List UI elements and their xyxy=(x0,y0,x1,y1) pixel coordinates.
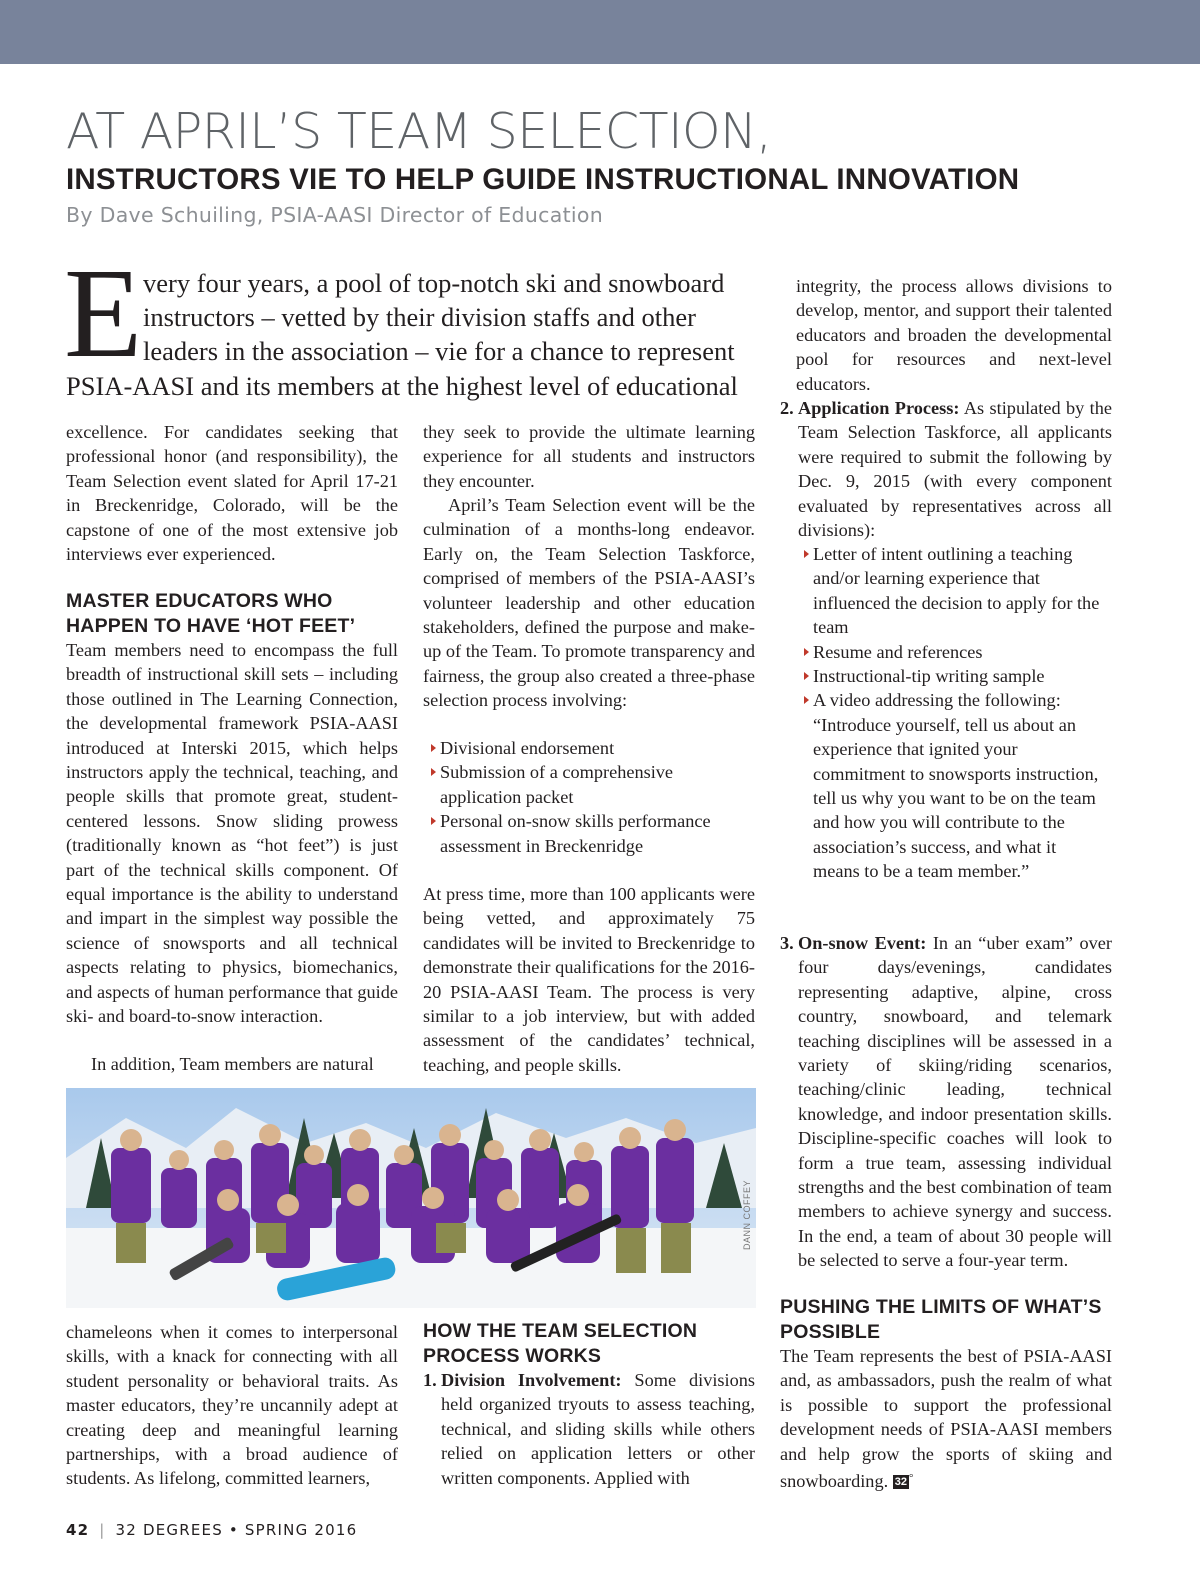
byline: By Dave Schuiling, PSIA-AASI Director of Education xyxy=(66,203,604,227)
drop-cap: E xyxy=(64,242,143,384)
selection-process-list xyxy=(431,736,751,858)
bullet-triangle-icon xyxy=(804,550,809,558)
top-color-bar xyxy=(0,0,1200,64)
photo-credit: DANN COFFEY xyxy=(742,1179,752,1250)
list-item: Resume and references xyxy=(804,640,1104,664)
application-components-list xyxy=(804,542,1104,884)
page-footer xyxy=(66,1521,357,1539)
team-group-photo xyxy=(66,1088,756,1308)
lead-line-4: PSIA-AASI and its members at the highest level of educational xyxy=(66,371,738,401)
list-item: A video addressing the following: “Introduce yourself, tell us about an experience that ignited your commitment to snowsports instruction, tell us why you want to be on the team and how you will contribute to the association’s success, and what it means to be a team member.” xyxy=(804,688,1104,883)
list-item: Personal on-snow skills performance assessment in Breckenridge xyxy=(431,809,751,858)
bullet-triangle-icon xyxy=(804,648,809,656)
page-number: 42 xyxy=(66,1521,90,1539)
headline-line2: INSTRUCTORS VIE TO HELP GUIDE INSTRUCTIONAL INNOVATION xyxy=(66,163,1020,196)
col3-final-paragraph: The Team represents the best of PSIA-AASI and, as ambassadors, push the realm of what is possible to support the professional development needs of PSIA-AASI members and help grow the sports of skiing and snowboarding. 32 ° xyxy=(780,1346,1112,1492)
lead-line-1: very four years, a pool of top-notch ski and snowboard xyxy=(143,268,725,298)
col1-paragraph-3: In addition, Team members are natural xyxy=(91,1054,374,1074)
list-item: Letter of intent outlining a teaching and/or learning experience that influenced the decision to apply for the team xyxy=(804,542,1104,640)
col2-paragraph-2: April’s Team Selection event will be the culmination of a months-long endeavor. Early on, the Team Selection Taskforce, comprised of members of the PSIA-AASI’s volunteer leadership and other education stakeholders, defined the purpose and make-up of the Team. To promote transparency and fairness, the group also created a three-phase selection process involving: xyxy=(423,495,755,711)
bullet-triangle-icon xyxy=(804,672,809,680)
list-item: Instructional-tip writing sample xyxy=(804,664,1104,688)
section-heading-master-educators: MASTER EDUCATORS WHO HAPPEN TO HAVE ‘HOT FEET’ xyxy=(66,590,356,637)
col1-paragraph-4: chameleons when it comes to interpersonal skills, with a knack for connecting with all student personality or behavioral traits. As master educators, they’re uncannily adept at creating deep and meaningful learning partnerships, with a broad audience of students. As lifelong, committed learners, xyxy=(66,1322,398,1489)
bullet-triangle-icon xyxy=(431,768,436,776)
numbered-item-1: 1. Division Involvement: Some divisions held organized tryouts to assess teaching, technical, and sliding skills while others relied on application letters or other written components. Applied with xyxy=(423,1370,755,1488)
bullet-triangle-icon xyxy=(431,817,436,825)
footer-separator: | xyxy=(99,1521,106,1539)
numbered-item-3: 3. On-snow Event: In an “uber exam” over four days/evenings, candidates representing adaptive, alpine, cross country, snowboard, and telemark teaching disciplines will be assessed in a variety of skiing/riding scenarios, teaching/clinic leading, technical knowledge, and indoor presentation skills. Discipline-specific coaches will look to form a true team, assessing individual strengths and the best combination of team members to achieve synergy and success. In the end, a team of about 30 people will be selected to serve a four-year term. xyxy=(780,933,1112,1271)
publication-name: 32 DEGREES • SPRING 2016 xyxy=(115,1521,358,1539)
col1-paragraph-1: excellence. For candidates seeking that professional honor (and responsibility), the Team Selection event slated for April 17-21 in Breckenridge, Colorado, will be the capstone of one of the most extensive job interviews ever experienced. xyxy=(66,422,398,565)
col2-paragraph-1: they seek to provide the ultimate learning experience for all students and instructors they encounter. xyxy=(423,422,755,491)
section-heading-pushing-limits: PUSHING THE LIMITS OF WHAT’S POSSIBLE xyxy=(780,1296,1102,1343)
end-mark-logo: 32 xyxy=(894,1476,907,1489)
bullet-triangle-icon xyxy=(431,744,436,752)
lead-line-2: instructors – vetted by their division staffs and other xyxy=(143,302,696,332)
team-photo-illustration xyxy=(66,1088,756,1308)
headline-line1: AT APRIL’S TEAM SELECTION, xyxy=(66,103,772,160)
list-item: Submission of a comprehensive application packet xyxy=(431,760,751,809)
col3-paragraph-1: integrity, the process allows divisions to develop, mentor, and support their talented educators and broaden the developmental pool for resources and next-level educators. xyxy=(796,276,1112,394)
col2-paragraph-3: At press time, more than 100 applicants were being vetted, and approximately 75 candidates will be invited to Breckenridge to demonstrate their qualifications for the 2016-20 PSIA-AASI Team. The process is very similar to a job interview, but with added assessment of the candidates’ technical, teaching, and people skills. xyxy=(423,884,755,1075)
col1-paragraph-2: Team members need to encompass the full breadth of instructional skill sets – including those outlined in The Learning Connection, the developmental framework PSIA-AASI introduced at Interski 2015, which helps instructors apply the technical, teaching, and people skills that promote great, student-centered lessons. Snow sliding prowess (traditionally known as “hot feet”) is just part of the technical skills component. Of equal importance is the ability to understand and impart in the simplest way possible the science of snowsports and all technical aspects relating to physics, biomechanics, and aspects of human performance that guide ski- and board-to-snow interaction. xyxy=(66,640,398,1027)
numbered-item-2: 2. Application Process: As stipulated by the Team Selection Taskforce, all applicants were required to submit the following by Dec. 9, 2015 (with every component evaluated by representatives across all divisions): xyxy=(780,398,1112,541)
list-item: Divisional endorsement xyxy=(431,736,751,760)
bullet-triangle-icon xyxy=(804,696,809,704)
section-heading-process: HOW THE TEAM SELECTION PROCESS WORKS xyxy=(423,1320,698,1367)
lead-line-3: leaders in the association – vie for a chance to represent xyxy=(143,336,735,366)
